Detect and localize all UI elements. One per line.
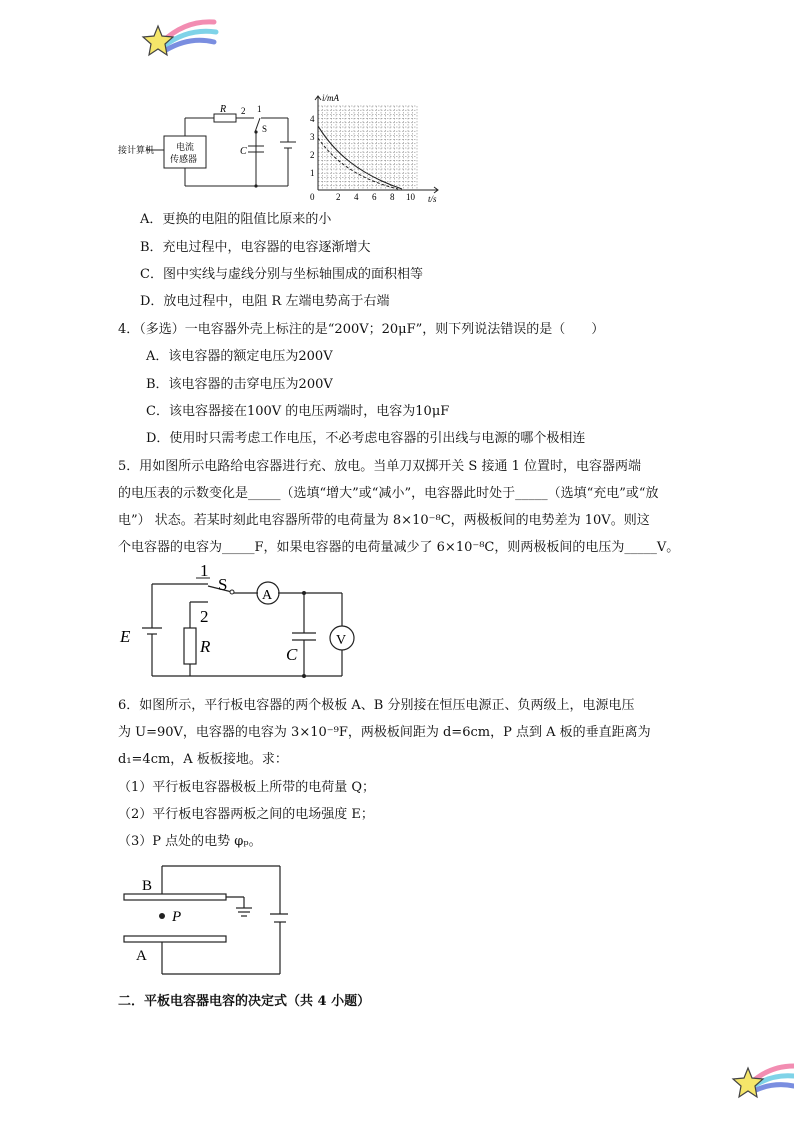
q5-line-3: 电”） 状态。若某时刻此电容器所带的电荷量为 8×10⁻⁸C，两极板间的电势差为 10V。则这 xyxy=(118,513,650,528)
label-sensor-1: 电流 xyxy=(176,142,195,152)
label-2: 2 xyxy=(241,106,246,116)
ammeter-label: A xyxy=(262,588,273,603)
q5-circuit-figure xyxy=(116,562,366,686)
y-tick: 1 xyxy=(310,168,315,178)
q3-option-a: A．更换的电阻的阻值比原来的小 xyxy=(140,212,332,227)
label-R: R xyxy=(200,637,211,656)
q5-line-4: 个电容器的电容为_____F，如果电容器的电荷量减少了 6×10⁻⁸C，则两极板间的电压为_____V。 xyxy=(118,540,680,555)
label-computer: 接计算机 xyxy=(118,145,155,155)
q4-stem: 4．（多选）一电容器外壳上标注的是“200V；20μF”，则下列说法错误的是（ ） xyxy=(118,322,605,337)
q5-line-1: 5．用如图所示电路给电容器进行充、放电。当单刀双掷开关 S 接通 1 位置时，电容器两端 xyxy=(118,459,641,474)
x-tick: 8 xyxy=(390,192,395,202)
label-C: C xyxy=(240,146,247,157)
q3-option-b: B．充电过程中，电容器的电容逐渐增大 xyxy=(140,240,371,255)
label-1: 1 xyxy=(200,562,209,580)
q6-line-6: （3）P 点处的电势 φₚ。 xyxy=(118,834,262,849)
label-B: B xyxy=(142,878,153,894)
q3-circuit-figure xyxy=(118,102,308,192)
label-C: C xyxy=(286,645,298,664)
label-1: 1 xyxy=(257,104,262,114)
q4-option-a: A．该电容器的额定电压为200V xyxy=(146,349,333,364)
voltmeter-label: V xyxy=(336,633,347,648)
x-tick: 2 xyxy=(336,192,341,202)
q6-line-4: （1）平行板电容器极板上所带的电荷量 Q； xyxy=(118,780,376,795)
y-tick: 4 xyxy=(310,114,315,124)
label-S: S xyxy=(262,124,268,134)
q4-option-c: C．该电容器接在100V 的电压两端时，电容为10μF xyxy=(146,404,450,419)
shooting-star-icon xyxy=(730,1056,794,1106)
q3-option-d: D．放电过程中，电阻 R 左端电势高于右端 xyxy=(140,294,390,309)
x-tick: 10 xyxy=(406,192,415,202)
label-2: 2 xyxy=(200,607,209,626)
label-A: A xyxy=(136,948,147,964)
x-tick: 0 xyxy=(310,192,315,202)
q5-line-2: 的电压表的示数变化是_____（选填“增大”或“减小”，电容器此时处于_____（选填“充电”或“放 xyxy=(118,486,659,501)
y-axis-label: i/mA xyxy=(322,93,339,103)
q6-capacitor-figure xyxy=(118,860,288,980)
x-tick: 6 xyxy=(372,192,377,202)
x-axis-label: t/s xyxy=(428,194,437,204)
q3-it-graph xyxy=(306,92,446,204)
y-tick: 2 xyxy=(310,150,315,160)
q6-line-5: （2）平行板电容器两板之间的电场强度 E； xyxy=(118,807,374,822)
label-S: S xyxy=(218,575,228,594)
shooting-star-icon xyxy=(140,12,220,62)
y-tick: 3 xyxy=(310,132,315,142)
q6-line-2: 为 U=90V，电容器的电容为 3×10⁻⁹F，两极板间距为 d=6cm，P 点到 A 板的垂直距离为 xyxy=(118,725,651,740)
label-sensor-2: 传感器 xyxy=(170,154,198,164)
q6-line-3: d₁=4cm，A 板板接地。求： xyxy=(118,752,288,767)
section-2-title: 二．平板电容器电容的决定式（共 4 小题） xyxy=(118,994,371,1009)
label-R: R xyxy=(220,104,227,115)
q4-option-b: B．该电容器的击穿电压为200V xyxy=(146,377,333,392)
x-tick: 4 xyxy=(354,192,359,202)
q4-option-d: D．使用时只需考虑工作电压，不必考虑电容器的引出线与电源的哪个极相连 xyxy=(146,431,586,446)
q6-line-1: 6．如图所示，平行板电容器的两个极板 A、B 分别接在恒压电源正、负两级上，电源电压 xyxy=(118,698,635,713)
label-P: P xyxy=(172,909,182,925)
q3-option-c: C．图中实线与虚线分别与坐标轴围成的面积相等 xyxy=(140,267,423,282)
label-E: E xyxy=(120,627,131,646)
